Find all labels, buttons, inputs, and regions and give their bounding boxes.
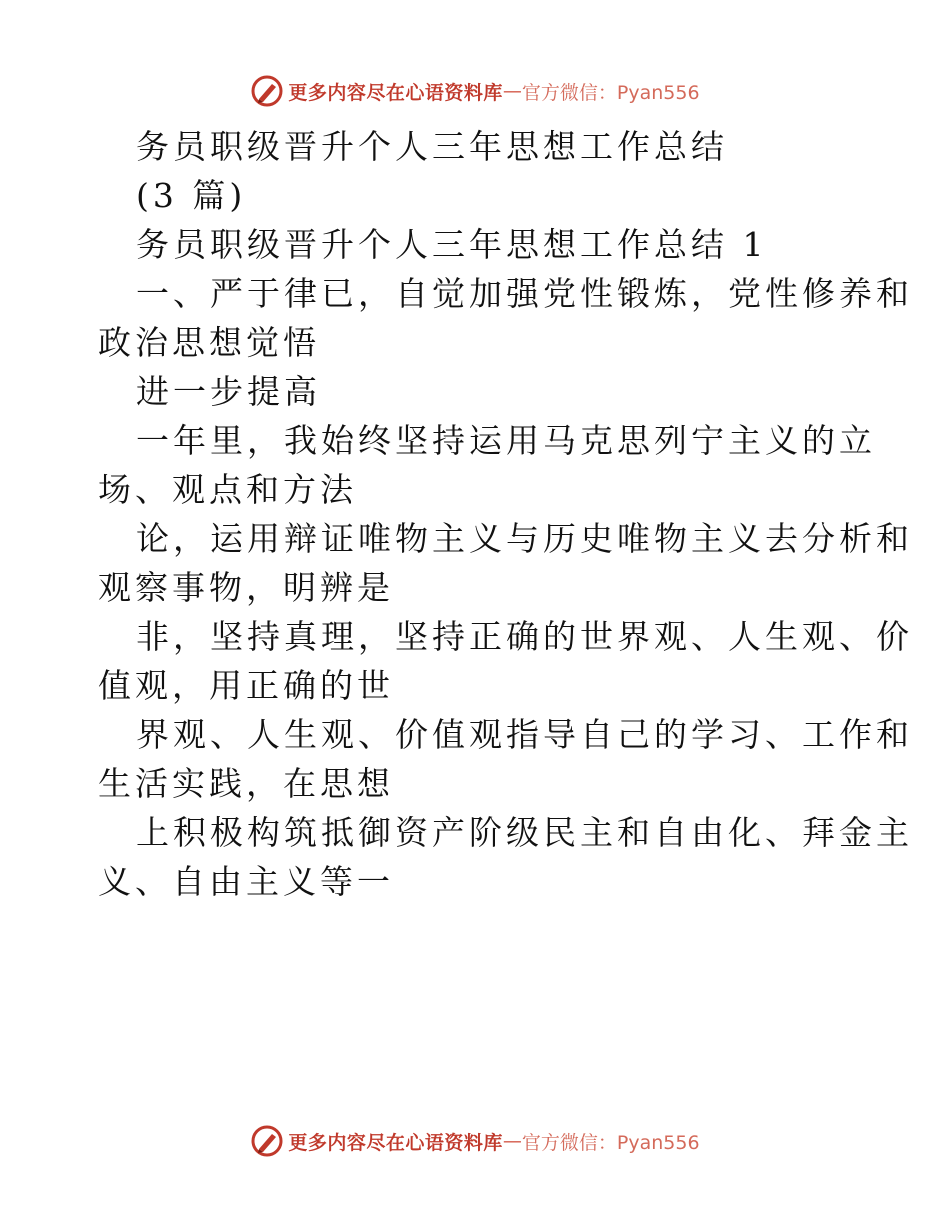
page-header-banner bbox=[0, 74, 950, 108]
paragraph-line: 论，运用辩证唯物主义与历史唯物主义去分析和 bbox=[136, 519, 913, 558]
banner-dash: — bbox=[502, 1130, 522, 1152]
banner-main-text: 更多内容尽在心语资料库 bbox=[288, 1131, 503, 1154]
document-body bbox=[98, 122, 913, 906]
paragraph-line: 义、自由主义等一 bbox=[98, 862, 394, 901]
paragraph-line: 值观，用正确的世 bbox=[98, 666, 394, 705]
paragraph-line: 一年里，我始终坚持运用马克思列宁主义的立 bbox=[136, 421, 876, 460]
banner-wechat-text: 官方微信：Pyan556 bbox=[521, 81, 700, 104]
paragraph-line: 一、严于律已，自觉加强党性锻炼，党性修养和 bbox=[136, 274, 913, 313]
paragraph-line: 生活实践，在思想 bbox=[98, 764, 394, 803]
pen-logo-icon bbox=[250, 74, 284, 108]
section-heading: 务员职级晋升个人三年思想工作总结 1 bbox=[136, 225, 768, 264]
banner-wechat-text: 官方微信：Pyan556 bbox=[521, 1131, 700, 1154]
banner-main-text: 更多内容尽在心语资料库 bbox=[288, 81, 503, 104]
paragraph-line: 场、观点和方法 bbox=[98, 470, 357, 509]
pen-logo-icon bbox=[250, 1124, 284, 1158]
title-line-2: (3 篇) bbox=[136, 176, 247, 215]
paragraph-line: 观察事物，明辨是 bbox=[98, 568, 394, 607]
paragraph-line: 界观、人生观、价值观指导自己的学习、工作和 bbox=[136, 715, 913, 754]
banner-dash: — bbox=[502, 80, 522, 102]
title-line-1: 务员职级晋升个人三年思想工作总结 bbox=[136, 127, 728, 166]
paragraph-line: 政治思想觉悟 bbox=[98, 323, 320, 362]
paragraph-line: 上积极构筑抵御资产阶级民主和自由化、拜金主 bbox=[136, 813, 913, 852]
page-footer-banner bbox=[0, 1124, 950, 1158]
paragraph-line: 进一步提高 bbox=[136, 372, 321, 411]
paragraph-line: 非，坚持真理，坚持正确的世界观、人生观、价 bbox=[136, 617, 913, 656]
